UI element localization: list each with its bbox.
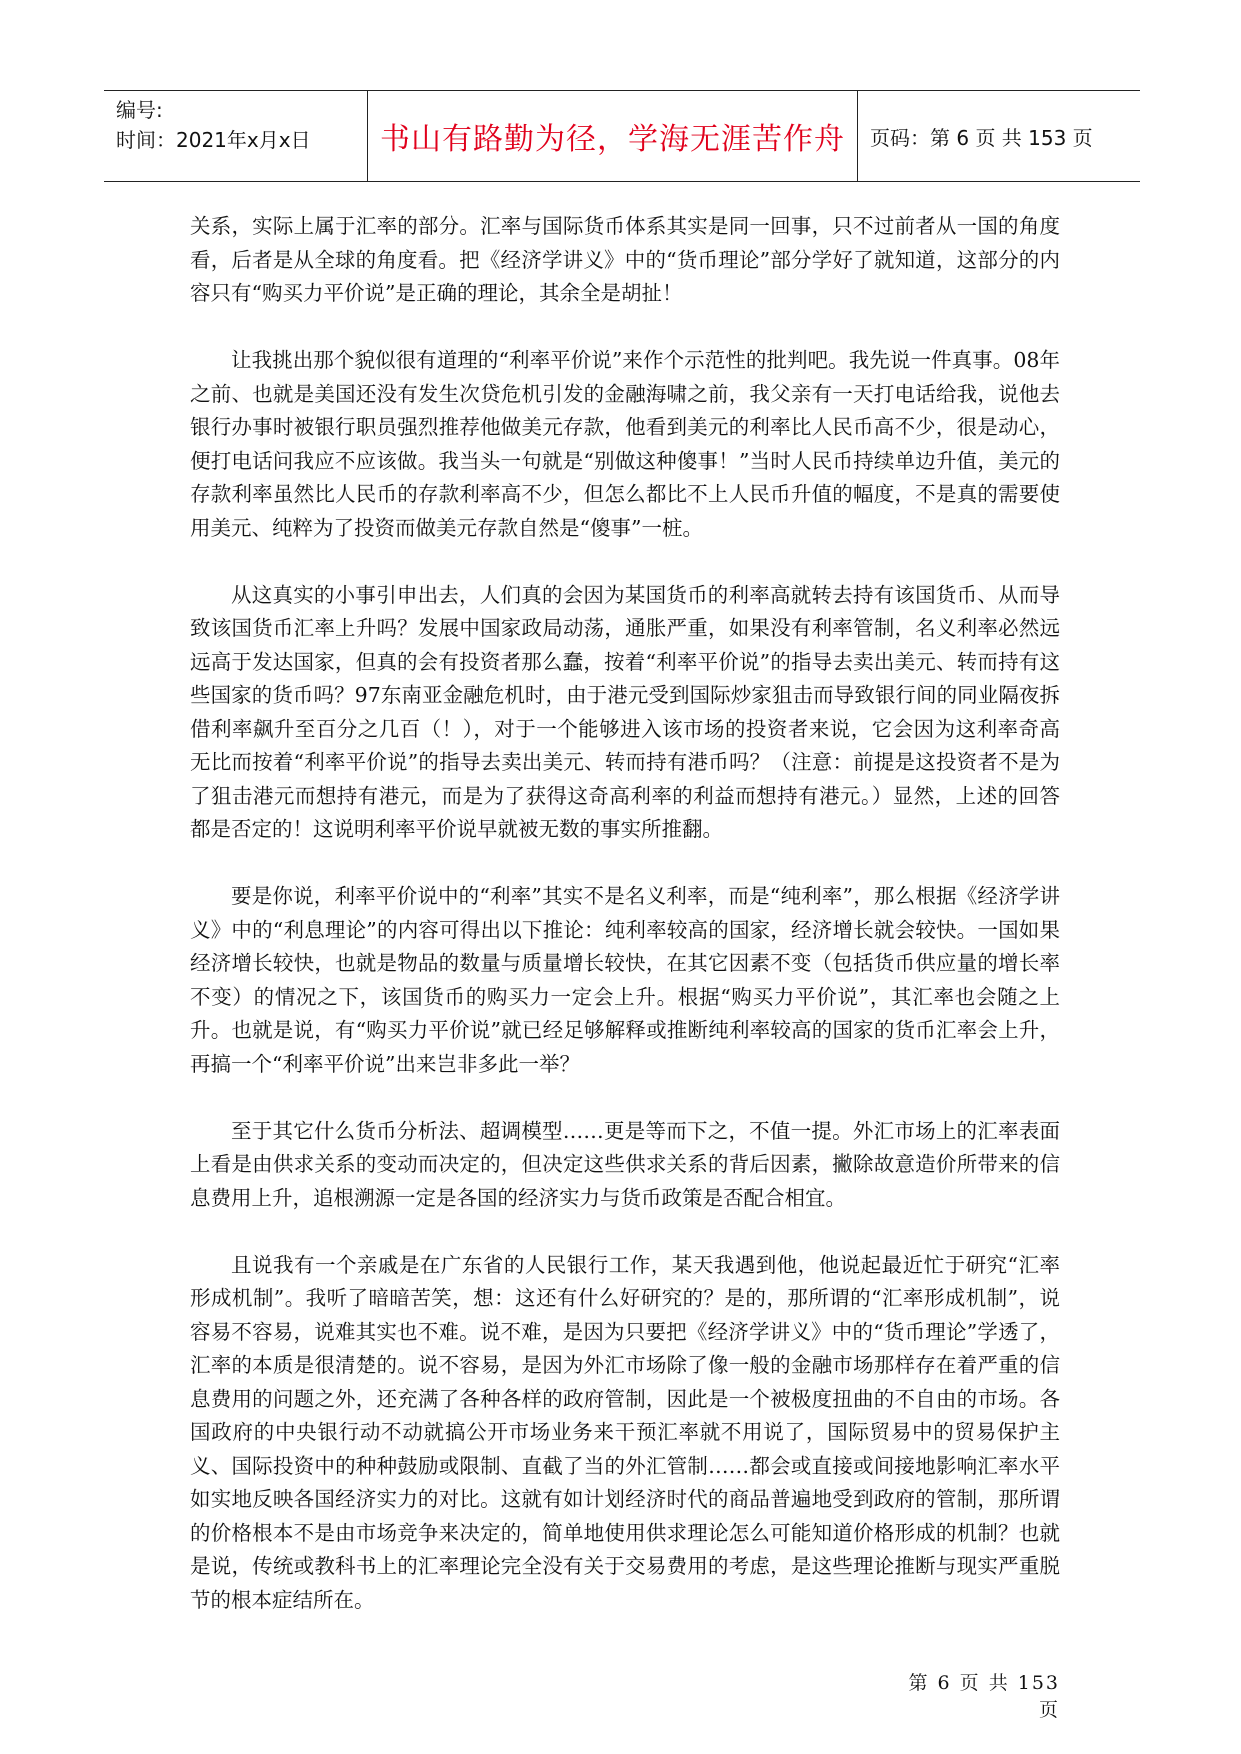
header-motto: 书山有路勤为径，学海无涯苦作舟 bbox=[368, 91, 858, 181]
paragraph: 关系，实际上属于汇率的部分。汇率与国际货币体系其实是同一回事，只不过前者从一国的角度看，后者是从全球的角度看。把《经济学讲义》中的“货币理论”部分学好了就知道，这部分的内容只有“购买力平价说”是正确的理论，其余全是胡扯！ bbox=[190, 214, 1060, 305]
body-text bbox=[190, 210, 1060, 1651]
paragraph: 让我挑出那个貌似很有道理的“利率平价说”来作个示范性的批判吧。我先说一件真事。08年之前、也就是美国还没有发生次贷危机引发的金融海啸之前，我父亲有一天打电话给我，说他去银行办事时被银行职员强烈推荐他做美元存款，他看到美元的利率比人民币高不少，很是动心，便打电话问我应不应该做。我当头一句就是“别做这种傻事！”当时人民币持续单边升值，美元的存款利率虽然比人民币的存款利率高不少，但怎么都比不上人民币升值的幅度，不是真的需要使用美元、纯粹为了投资而做美元存款自然是“傻事”一桩。 bbox=[190, 348, 1060, 540]
paragraph: 从这真实的小事引申出去，人们真的会因为某国货币的利率高就转去持有该国货币、从而导致该国货币汇率上升吗？发展中国家政局动荡，通胀严重，如果没有利率管制，名义利率必然远远高于发达国家，但真的会有投资者那么蠢，按着“利率平价说”的指导去卖出美元、转而持有这些国家的货币吗？97东南亚金融危机时，由于港元受到国际炒家狙击而导致银行间的同业隔夜拆借利率飙升至百分之几百（！），对于一个能够进入该市场的投资者来说，它会因为这利率奇高无比而按着“利率平价说”的指导去卖出美元、转而持有港币吗？（注意：前提是这投资者不是为了狙击港元而想持有港元，而是为了获得这奇高利率的利益而想持有港元。）显然，上述的回答都是否定的！这说明利率平价说早就被无数的事实所推翻。 bbox=[190, 582, 1060, 841]
page-header bbox=[104, 90, 1140, 182]
paragraph: 且说我有一个亲戚是在广东省的人民银行工作，某天我遇到他，他说起最近忙于研究“汇率形成机制”。我听了暗暗苦笑，想：这还有什么好研究的？是的，那所谓的“汇率形成机制”，说容易不容易，说难其实也不难。说不难，是因为只要把《经济学讲义》中的“货币理论”学透了，汇率的本质是很清楚的。说不容易，是因为外汇市场除了像一般的金融市场那样存在着严重的信息费用的问题之外，还充满了各种各样的政府管制，因此是一个被极度扭曲的不自由的市场。各国政府的中央银行动不动就搞公开市场业务来干预汇率就不用说了，国际贸易中的贸易保护主义、国际投资中的种种鼓励或限制、直截了当的外汇管制……都会或直接或间接地影响汇率水平如实地反映各国经济实力的对比。这就有如计划经济时代的商品普遍地受到政府的管制，那所谓的价格根本不是由市场竞争来决定的，简单地使用供求理论怎么可能知道价格形成的机制？也就是说，传统或教科书上的汇率理论完全没有关于交易费用的考虑，是这些理论推断与现实严重脱节的根本症结所在。 bbox=[190, 1252, 1060, 1612]
document-number-label: 编号: bbox=[116, 98, 163, 122]
paragraph: 至于其它什么货币分析法、超调模型……更是等而下之，不值一提。外汇市场上的汇率表面上看是由供求关系的变动而决定的，但决定这些供求关系的背后因素，撇除故意造价所带来的信息费用上升，追根溯源一定是各国的经济实力与货币政策是否配合相宜。 bbox=[190, 1118, 1060, 1210]
page-footer: 第 6 页 共 153 页 bbox=[908, 1672, 1060, 1721]
header-page-label: 页码：第 6 页 共 153 页 bbox=[870, 125, 1093, 150]
header-meta bbox=[104, 91, 368, 181]
paragraph: 要是你说，利率平价说中的“利率”其实不是名义利率，而是“纯利率”，那么根据《经济学讲义》中的“利息理论”的内容可得出以下推论：纯利率较高的国家，经济增长就会较快。一国如果经济增长较快，也就是物品的数量与质量增长较快，在其它因素不变（包括货币供应量的增长率不变）的情况之下，该国货币的购买力一定会上升。根据“购买力平价说”，其汇率也会随之上升。也就是说，有“购买力平价说”就已经足够解释或推断纯利率较高的国家的货币汇率会上升，再搞一个“利率平价说”出来岂非多此一举？ bbox=[190, 884, 1060, 1076]
document-time-label: 时间：2021年x月x日 bbox=[116, 128, 311, 152]
